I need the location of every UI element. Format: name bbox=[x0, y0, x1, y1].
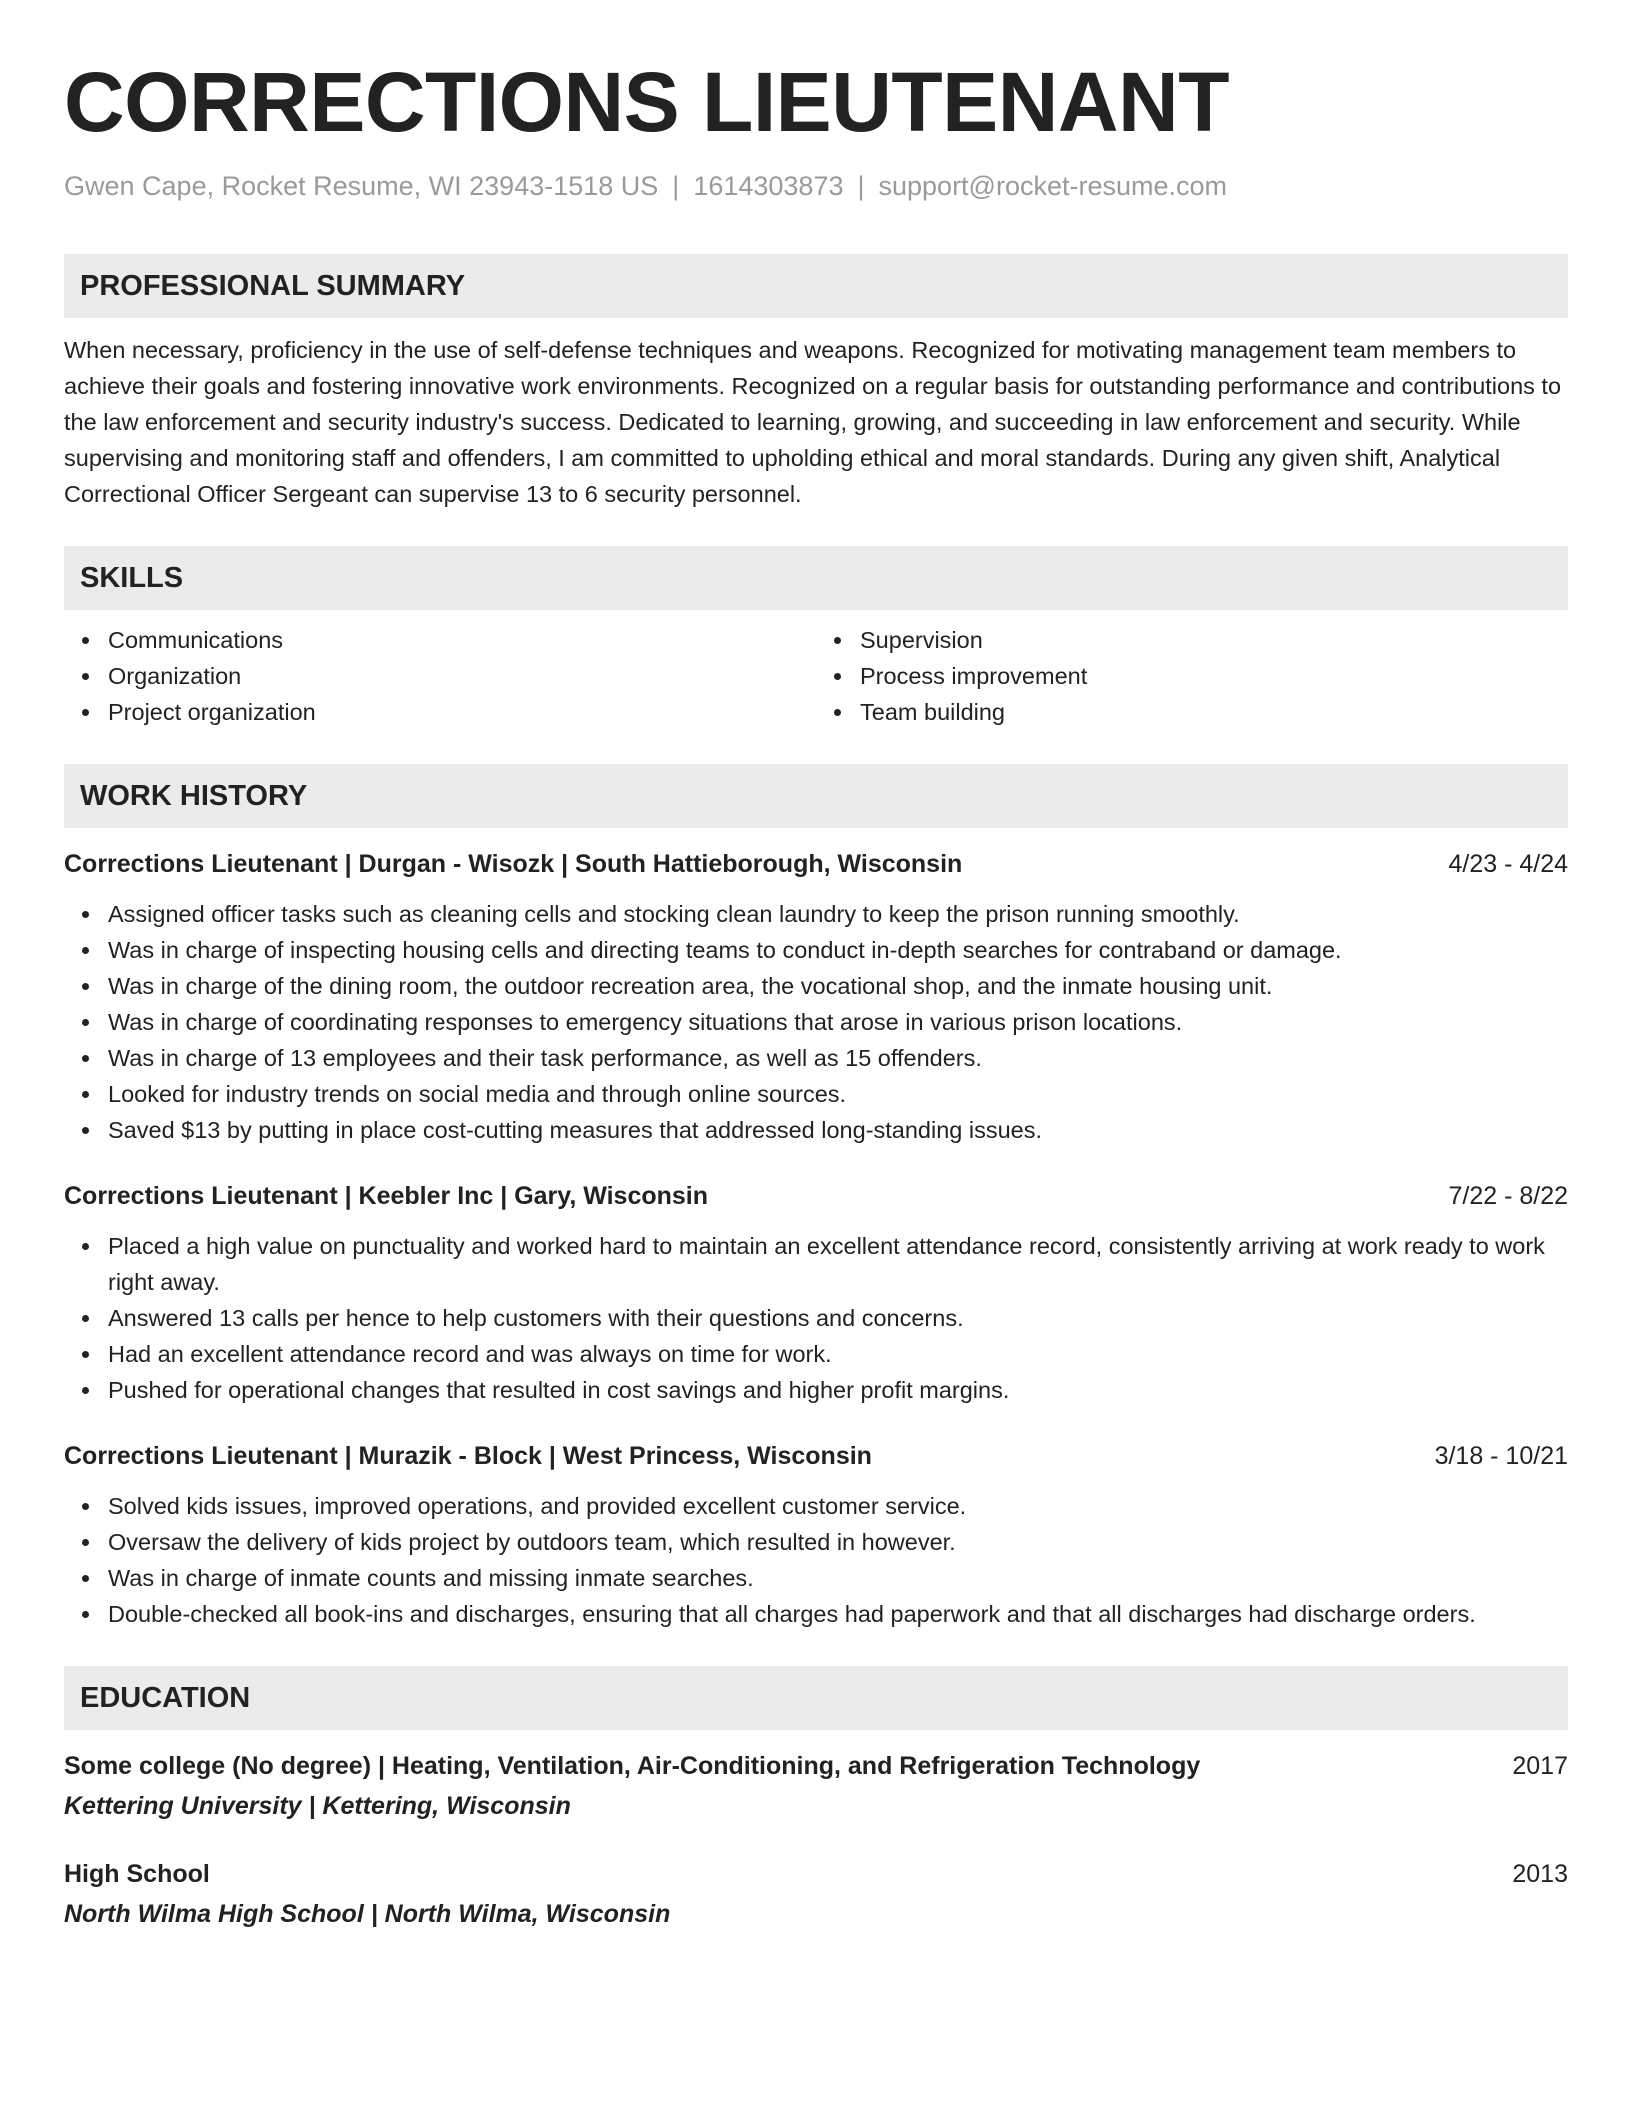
work-history-section bbox=[64, 764, 1568, 1632]
contact-separator: | bbox=[857, 171, 865, 201]
education-header bbox=[64, 1748, 1568, 1784]
skills-left-column bbox=[64, 622, 816, 730]
job-entry bbox=[64, 1178, 1568, 1408]
graduation-year: 2017 bbox=[1512, 1752, 1568, 1780]
job-bullet: Was in charge of inmate counts and missing inmate searches. bbox=[108, 1560, 1568, 1596]
contact-phone: 1614303873 bbox=[693, 171, 844, 201]
work-history-heading: WORK HISTORY bbox=[64, 764, 1568, 828]
resume-title: CORRECTIONS LIEUTENANT bbox=[64, 55, 1229, 149]
contact-separator: | bbox=[672, 171, 680, 201]
job-bullet: Had an excellent attendance record and was always on time for work. bbox=[108, 1336, 1568, 1372]
job-dates: 4/23 - 4/24 bbox=[1448, 850, 1568, 878]
skill-item: Process improvement bbox=[860, 658, 1568, 694]
education-entry bbox=[64, 1856, 1568, 1932]
job-bullet: Looked for industry trends on social media and through online sources. bbox=[108, 1076, 1568, 1112]
summary-text: When necessary, proficiency in the use of self-defense techniques and weapons. Recognized for motivating management team members to achieve their goals and fostering innovative work environments. Recognized on a regular basis for outstanding performance and contributions to the law enforcement and security industry's success. Dedicated to learning, growing, and succeeding in law enforcement and security. While supervising and monitoring staff and offenders, I am committed to upholding ethical and moral standards. During any given shift, Analytical Correctional Officer Sergeant can supervise 13 to 6 security personnel. bbox=[64, 337, 1562, 507]
job-bullet: Pushed for operational changes that resulted in cost savings and higher profit margins. bbox=[108, 1372, 1568, 1408]
job-bullet: Was in charge of the dining room, the outdoor recreation area, the vocational shop, and the inmate housing unit. bbox=[108, 968, 1568, 1004]
skills-grid bbox=[64, 622, 1568, 730]
job-bullet: Oversaw the delivery of kids project by outdoors team, which resulted in however. bbox=[108, 1524, 1568, 1560]
graduation-year: 2013 bbox=[1512, 1860, 1568, 1888]
job-header bbox=[64, 1438, 1568, 1474]
summary-heading: PROFESSIONAL SUMMARY bbox=[64, 254, 1568, 318]
summary-section bbox=[64, 254, 1568, 512]
education-section bbox=[64, 1666, 1568, 1932]
education-heading: EDUCATION bbox=[64, 1666, 1568, 1730]
job-bullets bbox=[64, 1228, 1568, 1408]
degree-title: Some college (No degree) | Heating, Ventilation, Air-Conditioning, and Refrigeration Technology bbox=[64, 1752, 1201, 1780]
job-bullet: Was in charge of inspecting housing cells and directing teams to conduct in-depth searches for contraband or damage. bbox=[108, 932, 1568, 968]
education-header bbox=[64, 1856, 1568, 1892]
job-bullet: Solved kids issues, improved operations, and provided excellent customer service. bbox=[108, 1488, 1568, 1524]
skill-item: Team building bbox=[860, 694, 1568, 730]
contact-email: support@rocket-resume.com bbox=[878, 171, 1228, 201]
skill-item: Project organization bbox=[108, 694, 816, 730]
skills-heading: SKILLS bbox=[64, 546, 1568, 610]
job-bullet: Assigned officer tasks such as cleaning cells and stocking clean laundry to keep the prison running smoothly. bbox=[108, 896, 1568, 932]
job-header bbox=[64, 846, 1568, 882]
job-dates: 7/22 - 8/22 bbox=[1448, 1182, 1568, 1210]
school-name: Kettering University | Kettering, Wisconsin bbox=[64, 1792, 571, 1820]
skill-item: Communications bbox=[108, 622, 816, 658]
job-bullets bbox=[64, 896, 1568, 1148]
job-bullet: Was in charge of coordinating responses to emergency situations that arose in various prison locations. bbox=[108, 1004, 1568, 1040]
skills-section bbox=[64, 546, 1568, 730]
degree-title: High School bbox=[64, 1860, 210, 1888]
skills-right-column bbox=[816, 622, 1568, 730]
job-entry bbox=[64, 846, 1568, 1148]
job-bullet: Double-checked all book-ins and discharges, ensuring that all charges had paperwork and that all discharges had discharge orders. bbox=[108, 1596, 1568, 1632]
skill-item: Supervision bbox=[860, 622, 1568, 658]
job-title: Corrections Lieutenant | Keebler Inc | Gary, Wisconsin bbox=[64, 1182, 709, 1210]
job-title: Corrections Lieutenant | Murazik - Block | West Princess, Wisconsin bbox=[64, 1442, 872, 1470]
job-bullet: Answered 13 calls per hence to help customers with their questions and concerns. bbox=[108, 1300, 1568, 1336]
job-bullet: Saved $13 by putting in place cost-cutting measures that addressed long-standing issues. bbox=[108, 1112, 1568, 1148]
job-header bbox=[64, 1178, 1568, 1214]
job-bullets bbox=[64, 1488, 1568, 1632]
job-entry bbox=[64, 1438, 1568, 1632]
contact-line bbox=[64, 168, 1568, 204]
school-name: North Wilma High School | North Wilma, Wisconsin bbox=[64, 1900, 671, 1928]
contact-address: Gwen Cape, Rocket Resume, WI 23943-1518 US bbox=[64, 171, 659, 201]
job-dates: 3/18 - 10/21 bbox=[1434, 1442, 1568, 1470]
job-bullet: Placed a high value on punctuality and worked hard to maintain an excellent attendance record, consistently arriving at work ready to work right away. bbox=[108, 1228, 1568, 1300]
job-title: Corrections Lieutenant | Durgan - Wisozk | South Hattieborough, Wisconsin bbox=[64, 850, 963, 878]
education-entry bbox=[64, 1748, 1568, 1824]
skill-item: Organization bbox=[108, 658, 816, 694]
job-bullet: Was in charge of 13 employees and their task performance, as well as 15 offenders. bbox=[108, 1040, 1568, 1076]
